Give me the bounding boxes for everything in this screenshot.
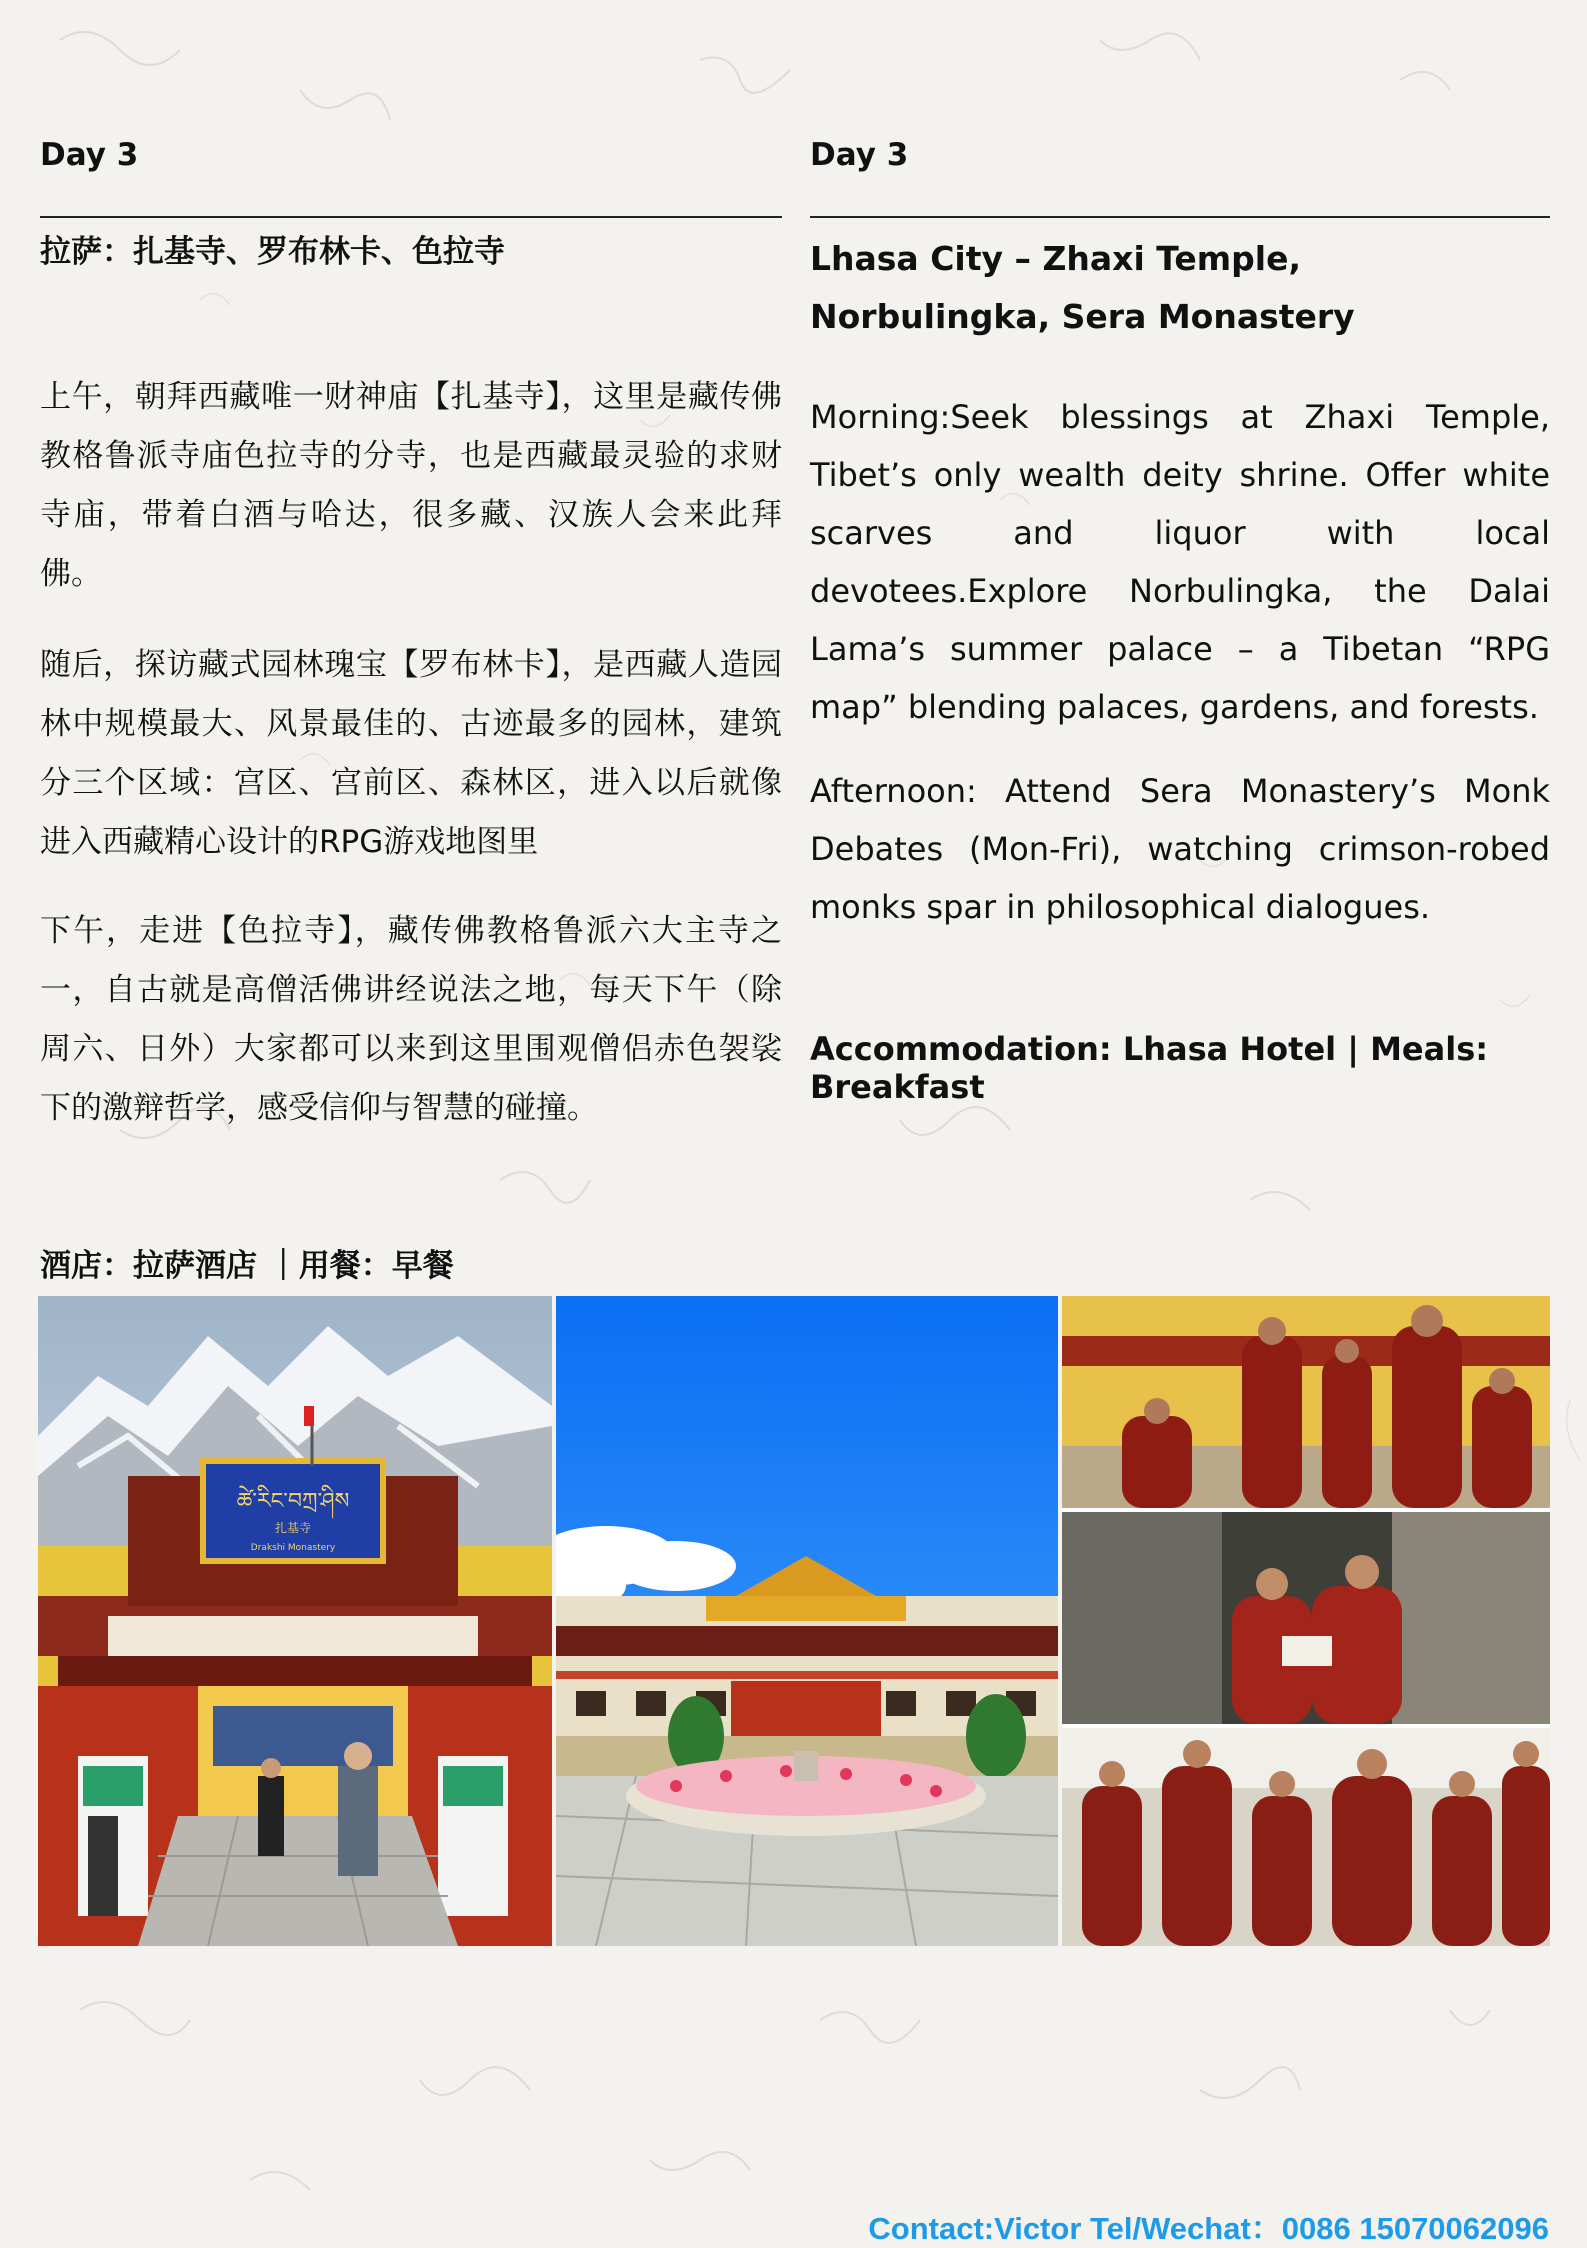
morning-paragraph-en: Morning:Seek blessings at Zhaxi Temple, Tibet’s only wealth deity shrine. Offer white scarves and liquor with local devotees.Explore Norbulingka, the Dalai Lama’s summer palace – a Tibetan “RPG map” blending palaces, gardens, and forests.	[810, 398, 1550, 726]
english-column	[810, 130, 1550, 936]
norbulingka-paragraph-cn: 随后，探访藏式园林瑰宝【罗布林卡】，是西藏人造园林中规模最大、风景最佳的、古迹最多的园林，建筑分三个区域：宫区、宫前区、森林区，进入以后就像进入西藏精心设计的RPG游戏地图里	[40, 647, 782, 860]
photo-strip	[38, 1296, 1550, 1946]
norbulingka-palace-photo	[556, 1296, 1058, 1946]
chinese-column	[40, 130, 782, 1138]
monastery-gate-photo	[38, 1296, 552, 1946]
contact-info: Contact:Victor Tel/Wechat：0086 15070062096	[868, 2211, 1549, 2246]
divider-rule-left	[40, 216, 782, 218]
monastery-sign-english: Drakshi Monastery	[250, 1543, 336, 1553]
monastery-sign-chinese: 扎基寺	[274, 1521, 312, 1535]
divider-rule-right	[810, 216, 1550, 218]
monastery-sign-tibetan: ཚེ་རིང་བཀྲ་ཤིས	[236, 1489, 350, 1514]
hotel-meals-cn: 酒店：拉萨酒店 ｜用餐：早餐	[40, 1248, 454, 1284]
sera-monk-debate-collage	[1062, 1296, 1550, 1946]
afternoon-paragraph-cn: 下午，走进【色拉寺】，藏传佛教格鲁派六大主寺之一，自古就是高僧活佛讲经说法之地，每天下午（除周六、日外）大家都可以来到这里围观僧侣赤色袈裟下的激辩哲学，感受信仰与智慧的碰撞。	[40, 913, 782, 1126]
accommodation-meals-en: Accommodation: Lhasa Hotel | Meals: Breakfast	[810, 1030, 1489, 1106]
afternoon-paragraph-en: Afternoon: Attend Sera Monastery’s Monk Debates (Mon-Fri), watching crimson-robed monks spar in philosophical dialogues.	[810, 772, 1550, 926]
day-heading-en: Day 3	[810, 137, 909, 173]
itinerary-subtitle-cn: 拉萨：扎基寺、罗布林卡、色拉寺	[40, 234, 505, 270]
day-heading-cn: Day 3	[40, 137, 139, 173]
itinerary-subtitle-en: Lhasa City – Zhaxi Temple, Norbulingka, Sera Monastery	[810, 239, 1355, 336]
morning-paragraph-cn: 上午，朝拜西藏唯一财神庙【扎基寺】，这里是藏传佛教格鲁派寺庙色拉寺的分寺，也是西藏最灵验的求财寺庙，带着白酒与哈达，很多藏、汉族人会来此拜佛。	[40, 379, 782, 592]
